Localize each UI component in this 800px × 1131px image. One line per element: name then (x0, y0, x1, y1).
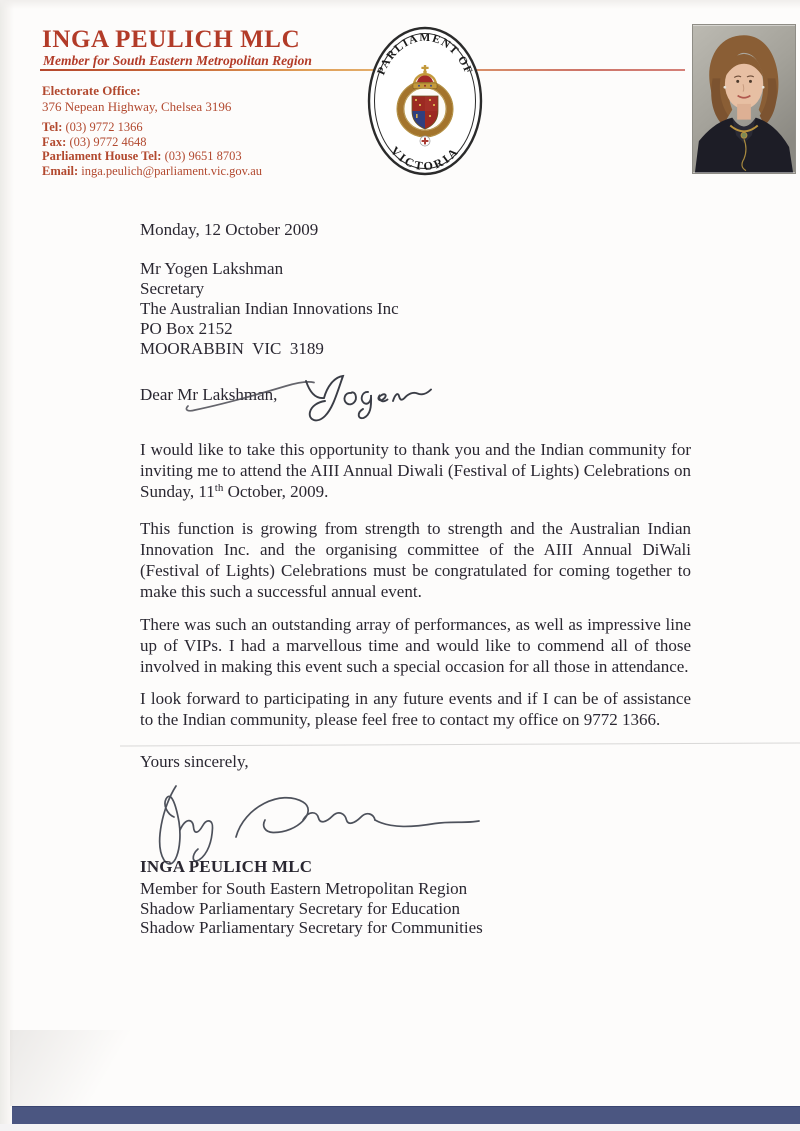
recipient-name: Mr Yogen Lakshman (140, 259, 284, 278)
contact-row-tel: Tel: (03) 9772 1366 (42, 120, 143, 134)
pendant-cross-icon (420, 136, 430, 146)
electorate-office-address: 376 Nepean Highway, Chelsea 3196 (42, 99, 232, 114)
scan-bottom-strip (0, 1124, 800, 1131)
signoff-title-region: Member for South Eastern Metropolitan Region (140, 879, 468, 898)
recipient-title: Secretary (140, 279, 205, 298)
contact-row-fax: Fax: (03) 9772 4648 (42, 134, 147, 149)
signature-block (140, 856, 691, 938)
crest-top-text: PARLIAMENT OF (375, 31, 475, 77)
scan-edge-shadow-top (0, 0, 800, 9)
contact-row-parliament-tel: Parliament House Tel: (03) 9651 8703 (42, 149, 242, 163)
salutation-prefix: Dear Mr (140, 385, 203, 404)
contact-details (42, 120, 262, 178)
recipient-suburb: MOORABBIN VIC 3189 (140, 339, 324, 358)
signoff-title-education: Shadow Parliamentary Secretary for Education (140, 898, 461, 918)
parliament-victoria-crest-icon (366, 25, 484, 177)
letter-paragraph: I would like to take this opportunity to thank you and the Indian community for inviting me to attend the AIII Annual Diwali (Festival of Lights) Celebrations on Sunday, 11th October, 2009. (140, 440, 691, 501)
letterhead-divider-rule (40, 69, 685, 71)
recipient-po-box: PO Box 2152 (140, 319, 233, 338)
ordinal-superscript: th (214, 482, 224, 494)
scan-bottom-edge-bar (12, 1106, 800, 1124)
scan-edge-shadow-left (0, 0, 14, 1131)
letter-paragraph: I look forward to participating in any future events and if I can be of assistance to the Indian community, please feel free to contact my office on 9772 1366. (140, 689, 691, 729)
letter-paragraph: This function is growing from strength to strength and the Australian Indian Innovation Inc. and the organising committee of the AIII Annual DiWali (Festival of Lights) Celebrations must be congratulated for coming together to make this such a successful annual event. (140, 519, 691, 601)
portrait-photo (692, 24, 796, 174)
letter-paragraph: There was such an outstanding array of performances, as well as impressive line up of VIPs. I had a marvellous time and would like to commend all of those involved in making this event such a special occasion for all those in attendance. (140, 615, 691, 676)
electorate-office-label: Electorate Office: (42, 83, 141, 98)
recipient-organisation: The Australian Indian Innovations Inc (140, 299, 399, 318)
letter-date: Monday, 12 October 2009 (140, 220, 319, 239)
closing-line: Yours sincerely, (140, 752, 249, 771)
signoff-title-communities: Shadow Parliamentary Secretary for Communities (140, 918, 483, 937)
page-fold-shadow (10, 1030, 240, 1106)
recipient-address-block (140, 259, 691, 359)
electorate-office-block (42, 83, 231, 115)
sender-role: Member for South Eastern Metropolitan Region (43, 53, 312, 68)
struck-out-word: Lakshman (202, 384, 273, 405)
sender-name: INGA PEULICH MLC (42, 26, 301, 53)
salutation-line (140, 384, 691, 405)
letter-body (140, 219, 691, 938)
signoff-name: INGA PEULICH MLC (140, 857, 313, 876)
crest-bottom-text: VICTORIA (387, 143, 463, 174)
handwritten-name-annotation (300, 368, 432, 426)
salutation-suffix: , (273, 385, 278, 404)
contact-row-email: Email: inga.peulich@parliament.vic.gov.au (42, 163, 263, 178)
